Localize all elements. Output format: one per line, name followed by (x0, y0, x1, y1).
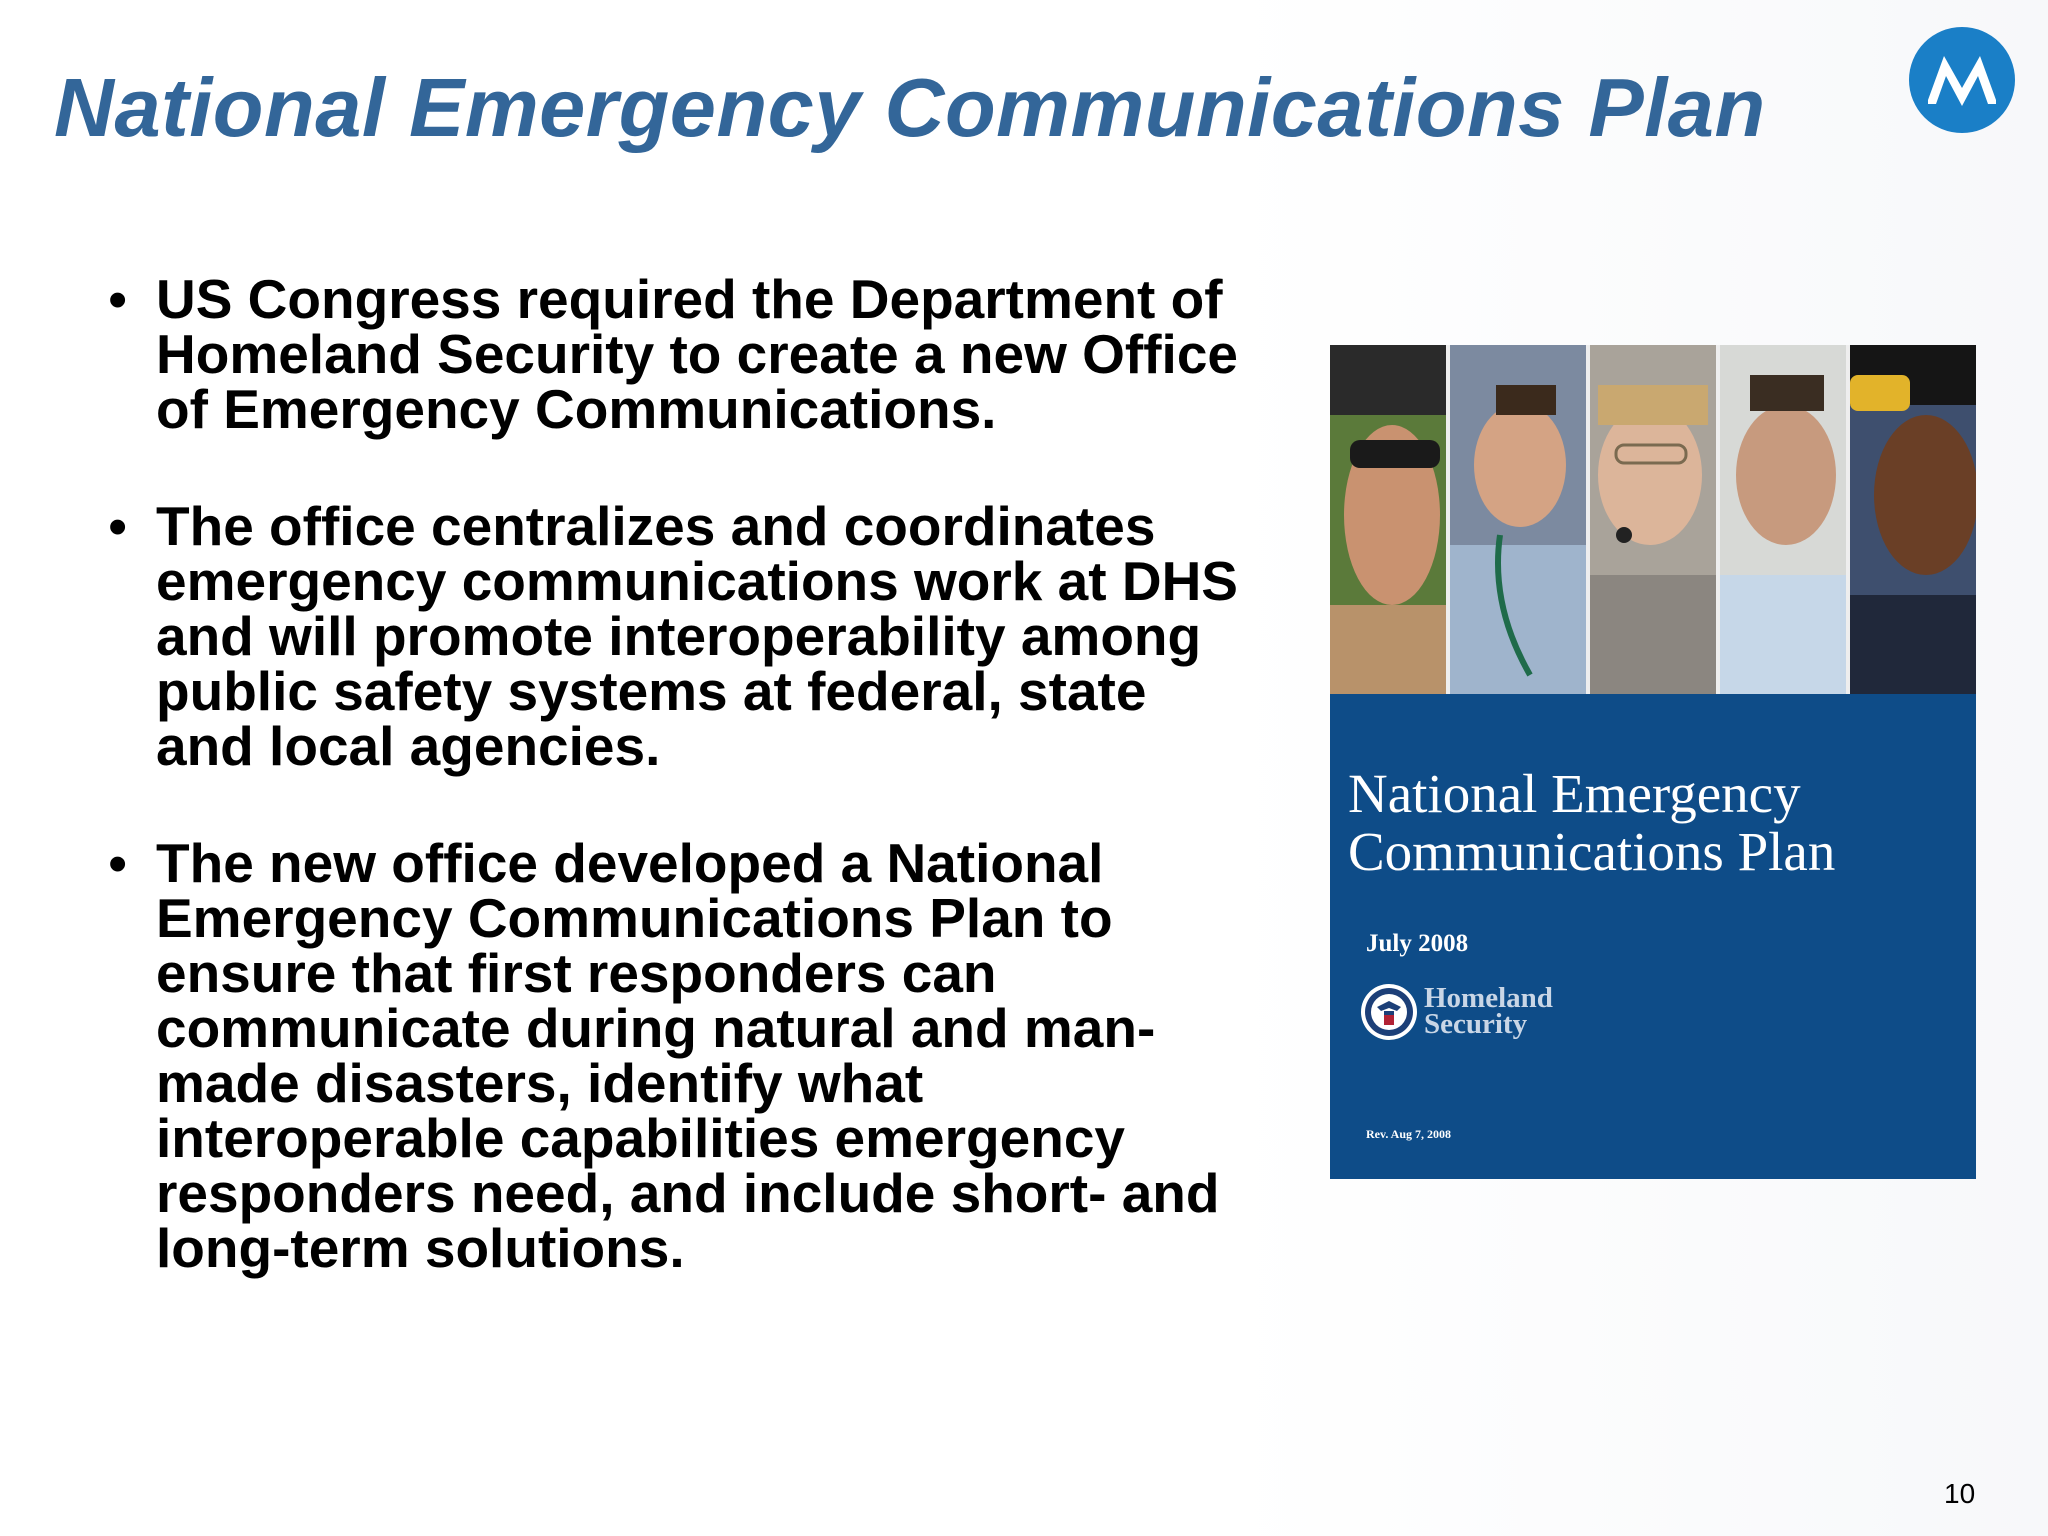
cover-date: July 2008 (1366, 930, 1469, 957)
cover-title-line2: Communications Plan (1348, 821, 1836, 882)
bullet-item (100, 495, 1250, 777)
bullet-text: The new office developed a National Emergency Communications Plan to ensure that first responders can communicate during natural and man-made disasters, identify what interoperable capabilities emergency responders need, and include short- and long-term solutions. (156, 832, 1220, 1279)
report-cover-image (1330, 345, 1976, 1179)
cover-title (1348, 765, 1835, 881)
cover-agency-line1: Homeland (1424, 982, 1553, 1014)
cover-title-line1: National Emergency (1348, 763, 1801, 824)
bullet-marker: • (108, 495, 128, 557)
bullet-list (100, 268, 1250, 1338)
bullet-marker: • (108, 268, 128, 330)
cover-agency-name (1424, 982, 1553, 1040)
page-number: 10 (1944, 1478, 1976, 1509)
dhs-seal-icon (1360, 983, 1418, 1041)
motorola-logo-icon (1908, 26, 2016, 134)
cover-revision: Rev. Aug 7, 2008 (1366, 1127, 1452, 1141)
bullet-marker: • (108, 832, 128, 894)
bullet-item (100, 268, 1250, 440)
bullet-text: The office centralizes and coordinates emergency communications work at DHS and will promote interoperability among public safety systems at federal, state and local agencies. (156, 495, 1238, 777)
bullet-text: US Congress required the Department of Homeland Security to create a new Office of Emergency Communications. (156, 268, 1239, 440)
first-responders-photo-strip (1330, 345, 1976, 694)
slide-title: National Emergency Communications Plan (54, 61, 1766, 154)
bullet-item (100, 832, 1250, 1279)
cover-agency-line2: Security (1424, 1008, 1528, 1040)
